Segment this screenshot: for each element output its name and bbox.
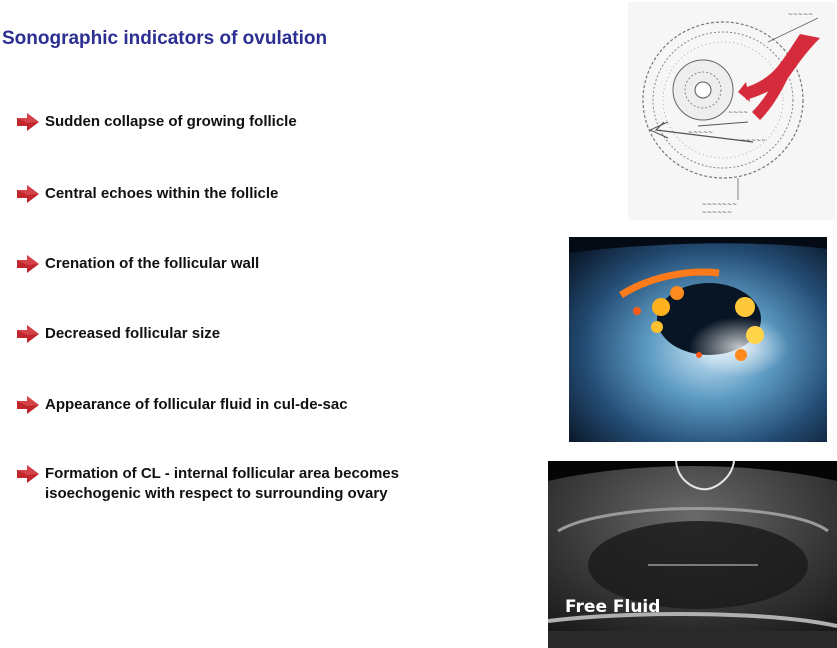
list-item: [16, 395, 415, 415]
svg-text:~~~~~~: ~~~~~~: [736, 137, 767, 144]
bullet-text: Decreased follicular size: [45, 325, 221, 342]
red-arrow-icon: [16, 113, 40, 131]
red-arrow-icon: [16, 465, 40, 483]
page-title: Sonographic indicators of ovulation: [2, 28, 328, 49]
svg-text:~~~~~: ~~~~~: [688, 129, 714, 136]
bullet-text: Formation of CL - internal follicular area becomes isoechogenic with respect to surrounding ovary: [45, 465, 399, 502]
list-item: [16, 254, 415, 274]
bullet-text: Central echoes within the follicle: [45, 185, 279, 202]
svg-text:~~~~~: ~~~~~: [788, 11, 814, 18]
bullet-text: Sudden collapse of growing follicle: [45, 113, 297, 130]
grayscale-ultrasound: [548, 461, 837, 648]
red-arrow-icon: [16, 396, 40, 414]
follicle-diagram-illustration: [628, 2, 835, 220]
bullet-text: Appearance of follicular fluid in cul-de-sac: [45, 396, 348, 413]
red-arrow-icon: [16, 255, 40, 273]
red-arrow-icon: [16, 185, 40, 203]
list-item: [16, 112, 415, 132]
list-item: [16, 464, 415, 504]
free-fluid-label: Free Fluid: [565, 597, 661, 617]
list-item: [16, 184, 415, 204]
color-doppler-ultrasound: [569, 237, 827, 442]
red-arrow-icon: [16, 325, 40, 343]
svg-text:~~~~~~~: ~~~~~~~: [702, 201, 738, 208]
list-item: [16, 324, 415, 344]
svg-text:~~~~: ~~~~: [728, 109, 749, 116]
bullet-text: Crenation of the follicular wall: [45, 255, 260, 272]
svg-text:~~~~~~: ~~~~~~: [702, 209, 733, 216]
